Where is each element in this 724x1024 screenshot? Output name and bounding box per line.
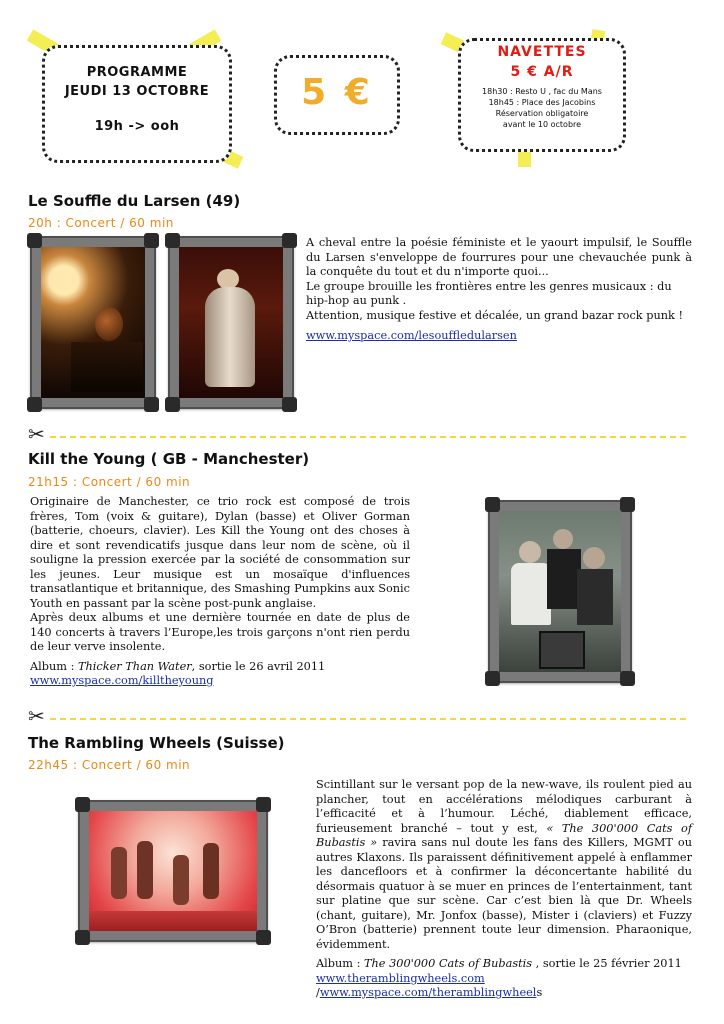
photo-frame — [168, 236, 294, 409]
band-title: The Rambling Wheels (Suisse) — [28, 734, 285, 752]
band-description — [30, 495, 410, 689]
description-paragraph: Scintillant sur le versant pop de la new-wave, ils roulent pied au plancher, tout en accélérations mélodiques carburant à l’efficacité et à l’humour. Léché, diablement efficace, furieusement branché – tout y est, « The 300'000 Cats of Bubastis » ravira sans nul doute les fans des Killers, MGMT ou autres Klaxons. Ils paraissent définitivement appelé à enflammer les dancefloors et à confirmer la déconcertante habilité du désormais quatuor à se muer en princes de l’entertainment, tant sur platine que sur scène. Car c’est bien là que Dr. Wheels (chant, guitare), Mr. Jonfox (basse), Mister i (claviers) et Fuzzy O’Bron (batterie) prennent toute leur dimension. Pharaonique, évidemment. — [316, 778, 693, 951]
band-schedule: 20h : Concert / 60 min — [28, 216, 174, 230]
album-line: Album : Thicker Than Water, sortie le 26 avril 2011 — [30, 659, 326, 673]
band-myspace-link[interactable]: www.myspace.com/theramblingwheel — [319, 986, 537, 999]
band-photo — [499, 511, 621, 672]
programme-time: 19h -> ooh — [94, 119, 180, 134]
band-photo — [179, 247, 283, 398]
album-quote: « The 300'000 Cats of Bubastis » — [316, 821, 693, 849]
programme-date: JEUDI 13 OCTOBRE — [64, 84, 210, 99]
cut-line — [50, 436, 686, 438]
band-photo — [41, 247, 145, 398]
description-paragraph: Après deux albums et une dernière tournée en date de plus de 140 concerts à travers l’Europe,les trois garçons n'ont rien perdu de leur verve insolente. — [30, 611, 410, 653]
band-title: Kill the Young ( GB - Manchester) — [28, 450, 310, 468]
band-schedule: 22h45 : Concert / 60 min — [28, 758, 191, 772]
cut-line — [50, 718, 686, 720]
navettes-info-line: 18h30 : Resto U , fac du Mans — [482, 87, 602, 96]
navettes-box — [458, 38, 626, 152]
navettes-info-line: Réservation obligatoire — [495, 109, 589, 118]
album-title: The 300'000 Cats of Bubastis — [363, 957, 533, 970]
description-paragraph: Le groupe brouille les frontières entre les genres musicaux : du hip-hop au punk . — [306, 279, 672, 307]
navettes-info — [461, 86, 623, 130]
band-link[interactable]: www.myspace.com/lesouffledularsen — [306, 329, 517, 342]
programme-box — [42, 45, 232, 163]
band-description — [306, 236, 692, 344]
photo-frame — [488, 500, 632, 683]
scissors-icon: ✂ — [28, 704, 45, 728]
album-title: Thicker Than Water — [77, 659, 192, 673]
description-paragraph: A cheval entre la poésie féministe et le yaourt impulsif, le Souffle du Larsen s'enveloppe de fourrures pour une chevauchée punk à la conquête du tout et du n'importe quoi... — [306, 236, 692, 278]
band-description — [316, 778, 692, 1001]
navettes-title: NAVETTES — [497, 44, 587, 60]
scissors-icon: ✂ — [28, 422, 45, 446]
navettes-info-line: 18h45 : Place des Jacobins — [488, 98, 596, 107]
price-box — [274, 55, 400, 135]
band-link[interactable]: www.myspace.com/killtheyoung — [30, 674, 214, 687]
description-paragraph: Originaire de Manchester, ce trio rock est composé de trois frères, Tom (voix & guitare), Dylan (basse) et Oliver Gorman (batterie, choeurs, clavier). Les Kill the Young ont des choses à dire et sont revendicatifs jusque dans leur nom de scène, où il souligne la pression exercée par la société de consommation sur les jeunes. Leur musique est un mosaïque d'influences transatlantique et britannique, des Smashing Pumpkins aux Sonic Youth en passant par la scène post-punk anglaise. — [30, 495, 410, 610]
description-paragraph: Attention, musique festive et décalée, un grand bazar rock punk ! — [306, 308, 684, 322]
band-title: Le Souffle du Larsen (49) — [28, 192, 241, 210]
links-line: www.theramblingwheels.com /www.myspace.com/theramblingwheels — [316, 971, 543, 999]
band-schedule: 21h15 : Concert / 60 min — [28, 475, 191, 489]
album-line: Album : The 300'000 Cats of Bubastis , sortie le 25 février 2011 — [316, 957, 682, 970]
photo-frame — [78, 800, 268, 942]
navettes-price: 5 € A/R — [510, 64, 574, 80]
band-website-link[interactable]: www.theramblingwheels.com — [316, 971, 485, 985]
band-photo — [89, 811, 257, 931]
photo-frame — [30, 236, 156, 409]
navettes-info-line: avant le 10 octobre — [502, 120, 582, 129]
price-value: 5 € — [301, 72, 373, 113]
programme-title: PROGRAMME — [86, 65, 188, 80]
